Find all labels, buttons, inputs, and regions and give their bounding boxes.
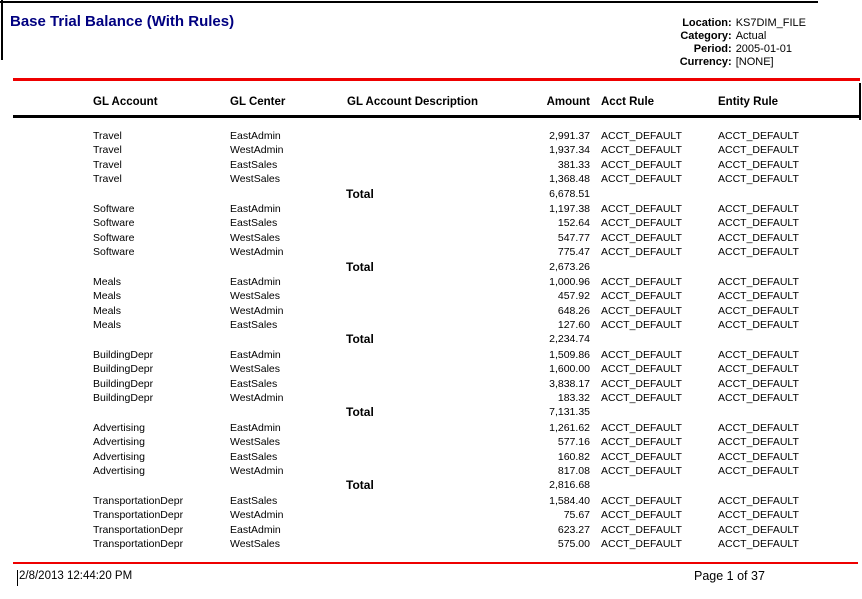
meta-currency-label: Currency: (679, 56, 732, 68)
table-row (0, 435, 862, 449)
footer-rule-line (13, 562, 858, 564)
amount-cell: 1,261.62 (549, 421, 590, 434)
acct-rule-cell: ACCT_DEFAULT (601, 537, 682, 550)
gl-account-cell: Meals (93, 304, 122, 317)
gl-account-cell: Travel (93, 173, 122, 186)
gl-account-cell: Advertising (93, 421, 145, 434)
column-header-acct-rule: Acct Rule (601, 96, 655, 108)
gl-account-cell: BuildingDepr (93, 392, 154, 405)
total-label: Total (346, 332, 374, 347)
amount-cell: 1,584.40 (549, 494, 590, 507)
meta-category-value: Actual (735, 30, 767, 42)
entity-rule-cell: ACCT_DEFAULT (718, 392, 799, 405)
acct-rule-cell: ACCT_DEFAULT (601, 290, 682, 303)
gl-account-cell: Meals (93, 275, 122, 288)
header-rule-line (13, 78, 860, 81)
gl-center-cell: WestAdmin (230, 392, 284, 405)
table-row (0, 450, 862, 464)
total-amount-cell: 2,234.74 (549, 333, 590, 346)
gl-account-cell: TransportationDepr (93, 523, 184, 536)
footer-page-number: Page 1 of 37 (694, 569, 765, 583)
meta-period-value: 2005-01-01 (735, 43, 792, 55)
entity-rule-cell: ACCT_DEFAULT (718, 158, 799, 171)
gl-center-cell: EastAdmin (230, 202, 281, 215)
table-row (0, 245, 862, 259)
gl-account-cell: Travel (93, 144, 122, 157)
entity-rule-cell: ACCT_DEFAULT (718, 348, 799, 361)
entity-rule-cell: ACCT_DEFAULT (718, 509, 799, 522)
table-row (0, 172, 862, 186)
gl-center-cell: EastSales (230, 494, 278, 507)
amount-cell: 75.67 (563, 509, 590, 522)
table-row (0, 494, 862, 508)
gl-center-cell: WestAdmin (230, 144, 284, 157)
acct-rule-cell: ACCT_DEFAULT (601, 231, 682, 244)
page-frame-top (0, 1, 818, 3)
entity-rule-cell: ACCT_DEFAULT (718, 304, 799, 317)
column-header-gl-center: GL Center (230, 96, 286, 108)
acct-rule-cell: ACCT_DEFAULT (601, 348, 682, 361)
entity-rule-cell: ACCT_DEFAULT (718, 130, 799, 142)
gl-center-cell: EastAdmin (230, 523, 281, 536)
table-row (0, 158, 862, 172)
acct-rule-cell: ACCT_DEFAULT (601, 217, 682, 230)
meta-location-value: KS7DIM_FILE (735, 17, 806, 29)
footer-timestamp: 2/8/2013 12:44:20 PM (19, 570, 133, 582)
gl-center-cell: EastSales (230, 319, 278, 332)
column-header-gl-account: GL Account (93, 96, 158, 108)
gl-account-cell: Travel (93, 130, 122, 142)
amount-cell: 1,600.00 (549, 363, 590, 376)
gl-account-cell: BuildingDepr (93, 348, 154, 361)
gl-center-cell: EastSales (230, 450, 278, 463)
table-row (0, 377, 862, 391)
entity-rule-cell: ACCT_DEFAULT (718, 290, 799, 303)
gl-account-cell: Software (93, 202, 135, 215)
table-row (0, 523, 862, 537)
total-amount-cell: 2,816.68 (549, 479, 590, 492)
gl-center-cell: EastAdmin (230, 421, 281, 434)
gl-center-cell: WestAdmin (230, 304, 284, 317)
total-label: Total (346, 259, 374, 274)
entity-rule-cell: ACCT_DEFAULT (718, 436, 799, 449)
acct-rule-cell: ACCT_DEFAULT (601, 246, 682, 259)
column-header-gl-description: GL Account Description (347, 96, 478, 108)
acct-rule-cell: ACCT_DEFAULT (601, 421, 682, 434)
amount-cell: 3,838.17 (549, 377, 590, 390)
acct-rule-cell: ACCT_DEFAULT (601, 319, 682, 332)
table-row (0, 129, 862, 143)
amount-cell: 127.60 (557, 319, 590, 332)
table-row (0, 537, 862, 551)
acct-rule-cell: ACCT_DEFAULT (601, 464, 682, 477)
amount-cell: 2,991.37 (549, 130, 590, 142)
amount-cell: 160.82 (557, 450, 590, 463)
gl-center-cell: WestAdmin (230, 509, 284, 522)
acct-rule-cell: ACCT_DEFAULT (601, 363, 682, 376)
table-row (0, 143, 862, 157)
gl-center-cell: EastSales (230, 217, 278, 230)
total-amount-cell: 6,678.51 (549, 187, 590, 200)
report-meta (680, 17, 806, 69)
acct-rule-cell: ACCT_DEFAULT (601, 144, 682, 157)
acct-rule-cell: ACCT_DEFAULT (601, 202, 682, 215)
acct-rule-cell: ACCT_DEFAULT (601, 392, 682, 405)
acct-rule-cell: ACCT_DEFAULT (601, 509, 682, 522)
total-label: Total (346, 186, 374, 201)
amount-cell: 1,368.48 (549, 173, 590, 186)
gl-account-cell: Meals (93, 290, 122, 303)
table-row (0, 391, 862, 405)
table-row (0, 508, 862, 522)
amount-cell: 381.33 (557, 158, 590, 171)
table-row (0, 421, 862, 435)
entity-rule-cell: ACCT_DEFAULT (718, 144, 799, 157)
table-row (0, 216, 862, 230)
gl-center-cell: WestAdmin (230, 246, 284, 259)
acct-rule-cell: ACCT_DEFAULT (601, 130, 682, 142)
entity-rule-cell: ACCT_DEFAULT (718, 202, 799, 215)
gl-account-cell: Software (93, 217, 135, 230)
amount-cell: 575.00 (557, 537, 590, 550)
gl-account-cell: Advertising (93, 464, 145, 477)
table-row (0, 231, 862, 245)
table-row (0, 348, 862, 362)
entity-rule-cell: ACCT_DEFAULT (718, 363, 799, 376)
gl-account-cell: Advertising (93, 450, 145, 463)
entity-rule-cell: ACCT_DEFAULT (718, 275, 799, 288)
page-title: Base Trial Balance (With Rules) (10, 13, 235, 30)
table-row (0, 464, 862, 478)
amount-cell: 817.08 (557, 464, 590, 477)
amount-cell: 648.26 (557, 304, 590, 317)
total-row (0, 260, 862, 275)
amount-cell: 1,000.96 (549, 275, 590, 288)
gl-account-cell: Advertising (93, 436, 145, 449)
gl-center-cell: EastSales (230, 158, 278, 171)
meta-location-label: Location: (682, 17, 732, 29)
gl-account-cell: TransportationDepr (93, 494, 184, 507)
column-header-underline (13, 115, 860, 118)
acct-rule-cell: ACCT_DEFAULT (601, 523, 682, 536)
total-amount-cell: 2,673.26 (549, 260, 590, 273)
amount-cell: 457.92 (557, 290, 590, 303)
acct-rule-cell: ACCT_DEFAULT (601, 494, 682, 507)
amount-cell: 1,509.86 (549, 348, 590, 361)
gl-account-cell: TransportationDepr (93, 509, 184, 522)
gl-center-cell: EastAdmin (230, 348, 281, 361)
meta-category-label: Category: (680, 30, 732, 42)
table-row (0, 202, 862, 216)
acct-rule-cell: ACCT_DEFAULT (601, 304, 682, 317)
entity-rule-cell: ACCT_DEFAULT (718, 231, 799, 244)
amount-cell: 623.27 (557, 523, 590, 536)
gl-center-cell: WestSales (230, 231, 280, 244)
column-header-amount: Amount (546, 96, 590, 108)
page-frame-left (1, 0, 3, 60)
total-row (0, 332, 862, 347)
acct-rule-cell: ACCT_DEFAULT (601, 158, 682, 171)
gl-center-cell: EastSales (230, 377, 278, 390)
entity-rule-cell: ACCT_DEFAULT (718, 377, 799, 390)
total-amount-cell: 7,131.35 (549, 406, 590, 419)
acct-rule-cell: ACCT_DEFAULT (601, 450, 682, 463)
entity-rule-cell: ACCT_DEFAULT (718, 173, 799, 186)
amount-cell: 547.77 (557, 231, 590, 244)
gl-account-cell: BuildingDepr (93, 363, 154, 376)
meta-currency-value: [NONE] (735, 56, 774, 68)
total-row (0, 478, 862, 493)
table-row (0, 318, 862, 332)
entity-rule-cell: ACCT_DEFAULT (718, 450, 799, 463)
entity-rule-cell: ACCT_DEFAULT (718, 246, 799, 259)
gl-center-cell: WestSales (230, 436, 280, 449)
entity-rule-cell: ACCT_DEFAULT (718, 523, 799, 536)
table-row (0, 304, 862, 318)
gl-center-cell: WestSales (230, 290, 280, 303)
table-row (0, 289, 862, 303)
table-body (0, 129, 862, 551)
column-header-entity-rule: Entity Rule (718, 96, 779, 108)
gl-center-cell: WestSales (230, 363, 280, 376)
gl-center-cell: EastAdmin (230, 275, 281, 288)
amount-cell: 183.32 (557, 392, 590, 405)
gl-center-cell: EastAdmin (230, 130, 281, 142)
gl-center-cell: WestSales (230, 537, 280, 550)
acct-rule-cell: ACCT_DEFAULT (601, 275, 682, 288)
acct-rule-cell: ACCT_DEFAULT (601, 377, 682, 390)
total-label: Total (346, 405, 374, 420)
total-row (0, 405, 862, 420)
gl-account-cell: Meals (93, 319, 122, 332)
amount-cell: 1,197.38 (549, 202, 590, 215)
entity-rule-cell: ACCT_DEFAULT (718, 494, 799, 507)
total-row (0, 187, 862, 202)
amount-cell: 775.47 (557, 246, 590, 259)
acct-rule-cell: ACCT_DEFAULT (601, 436, 682, 449)
gl-account-cell: Travel (93, 158, 122, 171)
entity-rule-cell: ACCT_DEFAULT (718, 217, 799, 230)
gl-account-cell: Software (93, 246, 135, 259)
table-row (0, 275, 862, 289)
amount-cell: 152.64 (557, 217, 590, 230)
gl-account-cell: BuildingDepr (93, 377, 154, 390)
acct-rule-cell: ACCT_DEFAULT (601, 173, 682, 186)
entity-rule-cell: ACCT_DEFAULT (718, 464, 799, 477)
entity-rule-cell: ACCT_DEFAULT (718, 421, 799, 434)
gl-account-cell: Software (93, 231, 135, 244)
amount-cell: 1,937.34 (549, 144, 590, 157)
gl-center-cell: WestSales (230, 173, 280, 186)
amount-cell: 577.16 (557, 436, 590, 449)
footer-frame-tick (17, 570, 18, 586)
meta-period-label: Period: (693, 43, 732, 55)
entity-rule-cell: ACCT_DEFAULT (718, 537, 799, 550)
table-row (0, 362, 862, 376)
entity-rule-cell: ACCT_DEFAULT (718, 319, 799, 332)
gl-account-cell: TransportationDepr (93, 537, 184, 550)
gl-center-cell: WestAdmin (230, 464, 284, 477)
total-label: Total (346, 478, 374, 493)
